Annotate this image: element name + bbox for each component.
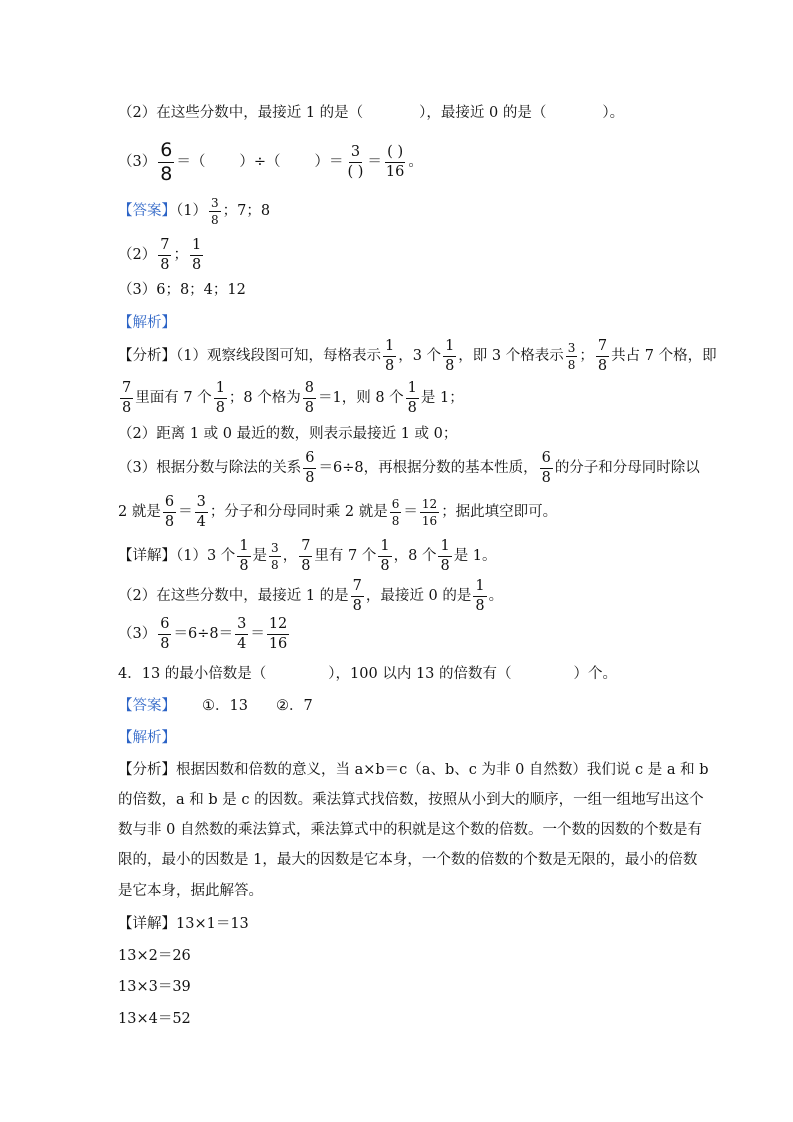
q3-analysis-line-2: $\frac{7}{8}$ 里面有 7 个 $\frac{1}{8}$ ；8 个格为 $\frac{8}{8}$ ＝1，则 8 个 $\frac{1}{8}$ 是 1； <box>122 380 464 416</box>
text: ）＝ <box>314 154 344 170</box>
q3-detail-line-3: （3） $\frac{6}{8}$ ＝6÷8＝ $\frac{3}{4}$ ＝ $\frac{12}{16}$ <box>118 616 288 652</box>
text: （3） <box>118 154 157 170</box>
fraction: $\frac{( )}{16}$ <box>385 144 405 180</box>
text: ＝ <box>367 154 382 170</box>
q4-analysis-line-4: 限的，最小的因数是 1，最大的因数是它本身，一个数的倍数的个数是无限的，最小的倍数 <box>118 852 698 868</box>
q3-part2-question <box>118 103 624 123</box>
q3-analysis-tag: 【解析】 <box>118 315 176 331</box>
q3-answer-line-2: （2） $\frac{7}{8}$ ； $\frac{1}{8}$ <box>118 237 202 273</box>
text: ＝（ <box>176 154 206 170</box>
q3-detail-line-1: 【详解】（1）3 个 $\frac{1}{8}$ 是 $\frac{3}{8}$ ， $\frac{7}{8}$ 里有 7 个 $\frac{1}{8}$ ，8 个 $\frac{1}{8}$ 是 1。 <box>118 538 497 574</box>
text: 。 <box>408 154 423 170</box>
fraction: $\frac{3}{8}$ <box>210 195 219 227</box>
q3-analysis-line-1: 【分析】（1）观察线段图可知，每格表示 $\frac{1}{8}$ ，3 个 $\frac{1}{8}$ ，即 3 个格表示 $\frac{3}{8}$ ； $\frac{7}{8}$ 共占 7 个格，即 <box>118 338 717 374</box>
q3-analysis-line-4: （3）根据分数与除法的关系 $\frac{6}{8}$ ＝6÷8，再根据分数的基本性质， $\frac{6}{8}$ 的分子和分母同时除以 <box>118 450 700 486</box>
q4-question: 4．13 的最小倍数是（ ），100 以内 13 的倍数有（ ）个。 <box>118 666 618 682</box>
q4-detail-line-4: 13×4＝52 <box>118 1011 191 1027</box>
text: ），最接近 0 的是（ <box>419 105 547 121</box>
fraction: $\frac{7}{8}$ <box>160 237 170 273</box>
q4-detail-line-1: 【详解】13×1＝13 <box>118 916 249 932</box>
text: ）÷（ <box>239 154 281 170</box>
q4-analysis-line-2: 的倍数，a 和 b 是 c 的因数。乘法算式找倍数，按照从小到大的顺序，一组一组地写出这个 <box>118 792 704 808</box>
q3-answer-line-1: 【答案】（1） $\frac{3}{8}$ ；7；8 <box>118 195 271 227</box>
q3-part3-question <box>118 140 423 184</box>
q3-answer-line-3: （3）6；8；4；12 <box>118 282 246 298</box>
text: ）。 <box>602 105 625 121</box>
q4-answer: 【答案】 ①．13 ②．7 <box>118 698 313 714</box>
answer-tag: 【答案】 <box>118 203 176 219</box>
q4-detail-line-2: 13×2＝26 <box>118 948 191 964</box>
q3-detail-line-2: （2）在这些分数中，最接近 1 的是 $\frac{7}{8}$ ，最接近 0 的是 $\frac{1}{8}$ 。 <box>118 578 504 614</box>
q4-detail-line-3: 13×3＝39 <box>118 979 191 995</box>
q4-analysis-line-5: 是它本身，据此解答。 <box>118 883 263 899</box>
q4-analysis-line-3: 数与非 0 自然数的乘法算式，乘法算式中的积就是这个数的倍数。一个数的因数的个数是有 <box>118 822 702 838</box>
fraction: $\frac{6}{8}$ <box>160 138 173 185</box>
text: （2）在这些分数中，最接近 1 的是（ <box>118 105 364 121</box>
fraction: $\frac{3}{( )}$ <box>347 144 364 180</box>
q3-analysis-line-5: 2 就是 $\frac{6}{8}$ ＝ $\frac{3}{4}$ ；分子和分母同时乘 2 就是 $\frac{6}{8}$ ＝ $\frac{12}{16}$ ；据此填空即可。 <box>118 494 558 530</box>
fraction: $\frac{1}{8}$ <box>191 237 202 273</box>
q4-analysis-line-1: 【分析】根据因数和倍数的意义，当 a×b＝c（a、b、c 为非 0 自然数）我们说 c 是 a 和 b <box>118 762 709 778</box>
q4-analysis-tag: 【解析】 <box>118 730 176 746</box>
q3-analysis-line-3: （2）距离 1 或 0 最近的数，则表示最接近 1 或 0； <box>118 426 458 442</box>
